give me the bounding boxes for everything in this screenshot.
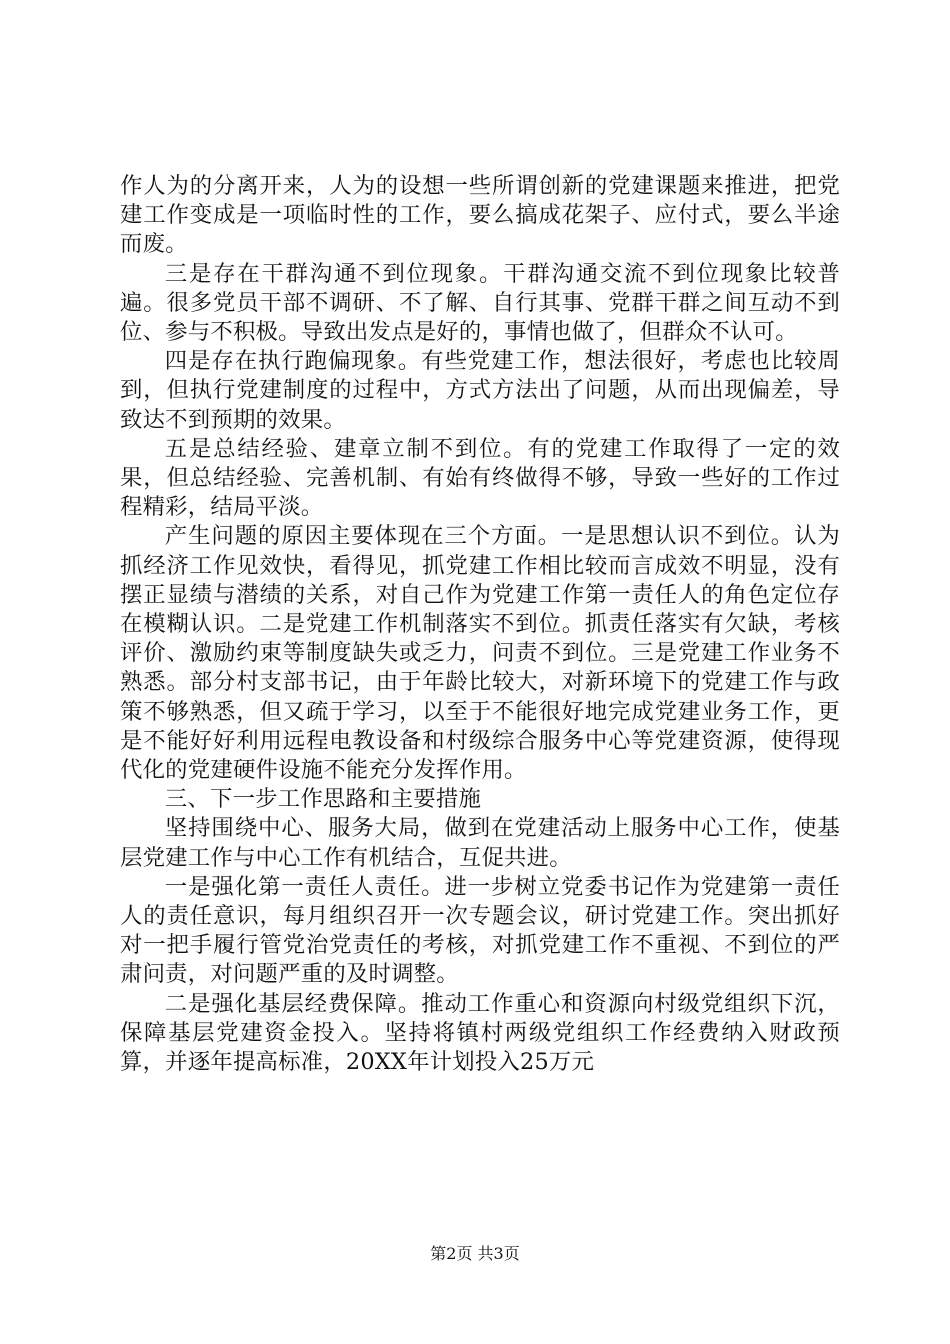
paragraph-5: 产生问题的原因主要体现在三个方面。一是思想认识不到位。认为抓经济工作见效快，看得见，抓党建工作相比较而言成效不明显，没有摆正显绩与潜绩的关系，对自己作为党建工作第一责任人的角色定位存在模糊认识。二是党建工作机制落实不到位。抓责任落实有欠缺，考核评价、激励约束等制度缺失或乏力，问责不到位。三是党建工作业务不熟悉。部分村支部书记，由于年龄比较大，对新环境下的党建工作与政策不够熟悉，但又疏于学习，以至于不能很好地完成党建业务工作，更是不能好好利用远程电教设备和村级综合服务中心等党建资源，使得现代化的党建硬件设施不能充分发挥作用。 [120, 523, 840, 784]
paragraph-6: 坚持围绕中心、服务大局，做到在党建活动上服务中心工作，使基层党建工作与中心工作有机结合，互促共进。 [120, 815, 840, 871]
paragraph-1: 作人为的分离开来，人为的设想一些所谓创新的党建课题来推进，把党建工作变成是一项临时性的工作，要么搞成花架子、应付式，要么半途而废。 [120, 173, 840, 258]
page-footer [0, 1244, 950, 1264]
paragraph-7: 一是强化第一责任人责任。进一步树立党委书记作为党建第一责任人的责任意识，每月组织召开一次专题会议，研讨党建工作。突出抓好对一把手履行管党治党责任的考核，对抓党建工作不重视、不到位的严肃问责，对问题严重的及时调整。 [120, 873, 840, 988]
paragraph-8: 二是强化基层经费保障。推动工作重心和资源向村级党组织下沉，保障基层党建资金投入。坚持将镇村两级党组织工作经费纳入财政预算，并逐年提高标准，20XX年计划投入25万元 [120, 990, 840, 1076]
section-heading: 三、下一步工作思路和主要措施 [164, 786, 482, 813]
paragraph-2: 三是存在干群沟通不到位现象。干群沟通交流不到位现象比较普遍。很多党员干部不调研、不了解、自行其事、党群干群之间互动不到位、参与不积极。导致出发点是好的，事情也做了，但群众不认可。 [120, 260, 840, 346]
document-body [120, 172, 840, 1077]
paragraph-3: 四是存在执行跑偏现象。有些党建工作，想法很好，考虑也比较周到，但执行党建制度的过程中，方式方法出了问题，从而出现偏差，导致达不到预期的效果。 [120, 348, 840, 433]
page-number: 第2页 共3页 [430, 1244, 520, 1263]
paragraph-4: 五是总结经验、建章立制不到位。有的党建工作取得了一定的效果，但总结经验、完善机制、有始有终做得不够，导致一些好的工作过程精彩，结局平淡。 [120, 435, 840, 521]
